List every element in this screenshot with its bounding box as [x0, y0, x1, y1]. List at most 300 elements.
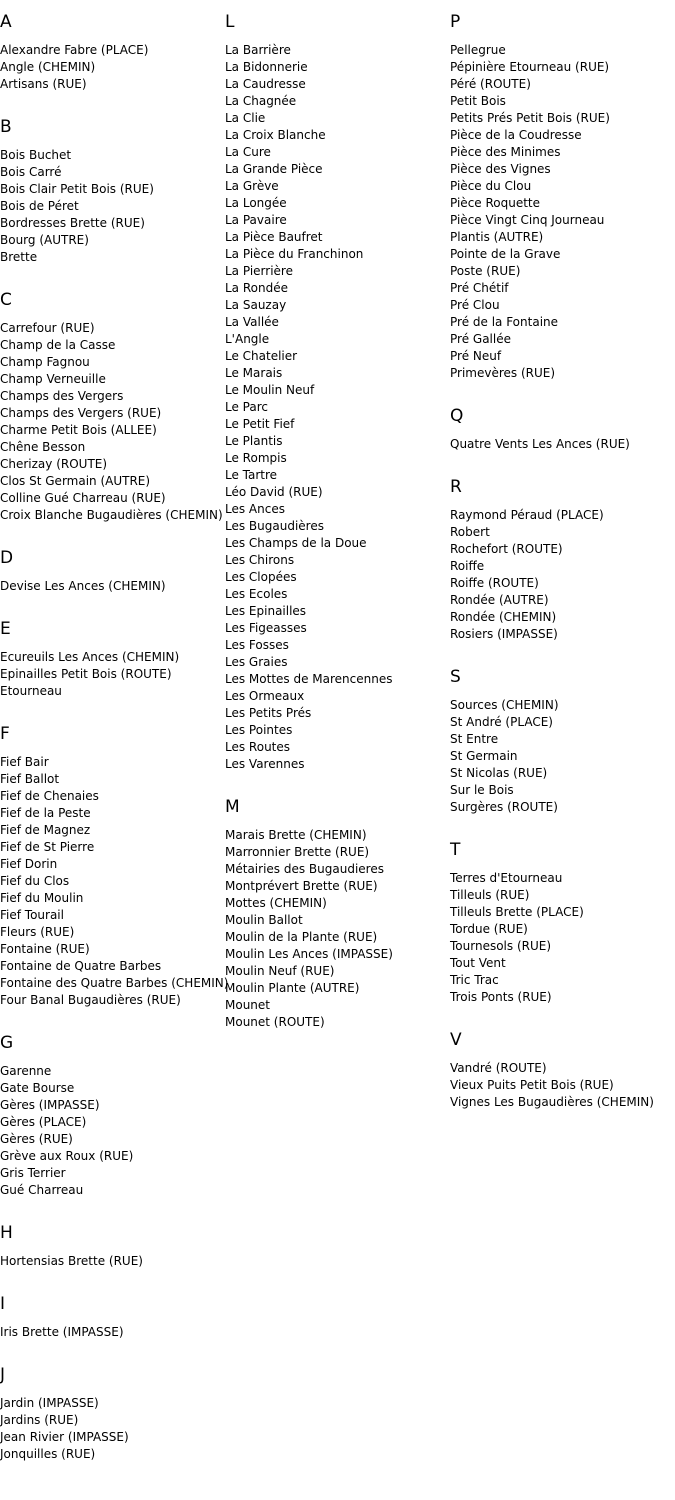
- street-link[interactable]: Four Banal Bugaudières (RUE): [0, 993, 181, 1007]
- street-link[interactable]: Les Champs de la Doue: [225, 536, 367, 550]
- street-link[interactable]: Bois de Péret: [0, 199, 79, 213]
- letter-heading: B: [0, 117, 12, 137]
- street-list-item: [225, 433, 445, 450]
- street-list-item: [225, 1014, 445, 1031]
- street-list-item: [0, 232, 220, 249]
- street-link[interactable]: Le Parc: [225, 400, 268, 414]
- street-list: [450, 870, 670, 1006]
- street-link[interactable]: Sur le Bois: [450, 783, 514, 797]
- letter-heading: P: [450, 12, 461, 32]
- street-list-item: [450, 297, 670, 314]
- street-link[interactable]: Angle (CHEMIN): [0, 60, 96, 74]
- street-link[interactable]: Fontaine (RUE): [0, 942, 90, 956]
- street-list-item: [0, 1182, 220, 1199]
- street-list-item: [0, 320, 220, 337]
- street-link[interactable]: Fief Ballot: [0, 772, 60, 786]
- street-list-item: [450, 42, 670, 59]
- street-link[interactable]: Fief du Moulin: [0, 891, 84, 905]
- street-list-item: [450, 765, 670, 782]
- street-link[interactable]: Les Epinailles: [225, 604, 307, 618]
- letter-heading: I: [0, 1294, 6, 1314]
- street-link[interactable]: Ecureuils Les Ances (CHEMIN): [0, 650, 180, 664]
- street-list-item: [0, 405, 220, 422]
- street-list-item: [0, 805, 220, 822]
- street-list-item: [0, 439, 220, 456]
- street-list-item: [225, 620, 445, 637]
- street-link[interactable]: La Sauzay: [225, 298, 287, 312]
- street-link[interactable]: Jonquilles (RUE): [0, 1447, 96, 1461]
- street-list-item: [225, 912, 445, 929]
- street-link[interactable]: Tournesols (RUE): [450, 939, 552, 953]
- street-list-item: [450, 524, 670, 541]
- street-link[interactable]: La Chagnée: [225, 94, 297, 108]
- street-list-item: [450, 331, 670, 348]
- street-list-item: [225, 161, 445, 178]
- street-link[interactable]: Fief du Clos: [0, 874, 70, 888]
- letter-heading: Q: [450, 406, 464, 426]
- street-list-item: [0, 907, 220, 924]
- letter-section-t: [450, 840, 670, 1006]
- street-link[interactable]: Pièce des Minimes: [450, 145, 561, 159]
- street-link[interactable]: Champs des Vergers (RUE): [0, 406, 162, 420]
- street-list-item: [225, 569, 445, 586]
- street-list-item: [0, 249, 220, 266]
- street-list-item: [450, 921, 670, 938]
- street-list: [0, 320, 223, 524]
- street-link[interactable]: Moulin Les Ances (IMPASSE): [225, 947, 393, 961]
- street-list-item: [450, 246, 670, 263]
- street-list: [0, 1395, 220, 1463]
- street-link[interactable]: Jardins (RUE): [0, 1413, 79, 1427]
- street-link[interactable]: Vieux Puits Petit Bois (RUE): [450, 1078, 614, 1092]
- letter-section-j: [0, 1365, 220, 1463]
- street-link[interactable]: Gères (PLACE): [0, 1115, 87, 1129]
- street-link[interactable]: Pré de la Fontaine: [450, 315, 559, 329]
- street-link[interactable]: Fief de la Peste: [0, 806, 91, 820]
- street-list-item: [0, 754, 220, 771]
- street-list: [225, 42, 445, 773]
- street-link[interactable]: Bourg (AUTRE): [0, 233, 89, 247]
- street-column-1: [0, 12, 229, 1487]
- street-list-item: [0, 992, 220, 1009]
- street-link[interactable]: Les Bugaudières: [225, 519, 324, 533]
- street-link[interactable]: Jean Rivier (IMPASSE): [0, 1430, 129, 1444]
- street-list: [450, 507, 670, 643]
- street-link[interactable]: Le Rompis: [225, 451, 287, 465]
- street-link[interactable]: Les Clopées: [225, 570, 297, 584]
- street-link[interactable]: Fleurs (RUE): [0, 925, 75, 939]
- street-list-item: [225, 382, 445, 399]
- street-link[interactable]: Pièce du Clou: [450, 179, 532, 193]
- street-link[interactable]: Mounet (ROUTE): [225, 1015, 325, 1029]
- street-list-item: [450, 76, 670, 93]
- street-list-item: [0, 1412, 220, 1429]
- letter-section-s: [450, 667, 670, 816]
- street-link[interactable]: Fief Bair: [0, 755, 49, 769]
- street-link[interactable]: Rochefort (ROUTE): [450, 542, 563, 556]
- street-list-item: [225, 280, 445, 297]
- street-link[interactable]: Primevères (RUE): [450, 366, 556, 380]
- street-link[interactable]: Pièce des Vignes: [450, 162, 551, 176]
- street-link[interactable]: Moulin Ballot: [225, 913, 303, 927]
- street-link[interactable]: Cherizay (ROUTE): [0, 457, 108, 471]
- street-list-item: [450, 1094, 670, 1111]
- street-link[interactable]: Le Chatelier: [225, 349, 298, 363]
- street-link[interactable]: Garenne: [0, 1064, 52, 1078]
- street-link[interactable]: Les Fosses: [225, 638, 289, 652]
- street-list-item: [225, 946, 445, 963]
- street-link[interactable]: Surgères (ROUTE): [450, 800, 558, 814]
- street-link[interactable]: Petits Prés Petit Bois (RUE): [450, 111, 610, 125]
- street-link[interactable]: Champs des Vergers: [0, 389, 124, 403]
- street-list-item: [0, 649, 220, 666]
- street-link[interactable]: Montprévert Brette (RUE): [225, 879, 378, 893]
- letter-heading: L: [225, 12, 235, 32]
- letter-section-g: [0, 1033, 220, 1199]
- street-link[interactable]: Les Varennes: [225, 757, 305, 771]
- street-list-item: [450, 697, 670, 714]
- street-list-item: [0, 771, 220, 788]
- street-list-item: [225, 963, 445, 980]
- street-link[interactable]: La Longée: [225, 196, 287, 210]
- street-list-item: [0, 1253, 220, 1270]
- street-link[interactable]: Pré Neuf: [450, 349, 502, 363]
- street-link[interactable]: Croix Blanche Bugaudières (CHEMIN): [0, 508, 223, 522]
- street-link[interactable]: Bois Buchet: [0, 148, 72, 162]
- street-list-item: [225, 331, 445, 348]
- street-link[interactable]: Artisans (RUE): [0, 77, 87, 91]
- letter-heading: R: [450, 477, 462, 497]
- street-link[interactable]: Brette: [0, 250, 38, 264]
- street-list-item: [450, 1077, 670, 1094]
- street-list-item: [225, 365, 445, 382]
- street-list-item: [225, 229, 445, 246]
- street-link[interactable]: Moulin Neuf (RUE): [225, 964, 335, 978]
- street-list-item: [225, 535, 445, 552]
- street-list-item: [450, 212, 670, 229]
- street-link[interactable]: Gris Terrier: [0, 1166, 66, 1180]
- street-link[interactable]: Les Graies: [225, 655, 288, 669]
- street-link[interactable]: Bois Clair Petit Bois (RUE): [0, 182, 154, 196]
- street-list-item: [225, 314, 445, 331]
- street-list-item: [0, 456, 220, 473]
- street-link[interactable]: Vignes Les Bugaudières (CHEMIN): [450, 1095, 654, 1109]
- street-list-item: [0, 147, 220, 164]
- street-link[interactable]: Rosiers (IMPASSE): [450, 627, 558, 641]
- letter-section-i: [0, 1294, 220, 1341]
- street-link[interactable]: Pré Gallée: [450, 332, 511, 346]
- street-link[interactable]: Plantis (AUTRE): [450, 230, 544, 244]
- street-link[interactable]: Le Petit Fief: [225, 417, 295, 431]
- street-list-item: [450, 59, 670, 76]
- street-link[interactable]: Pièce de la Coudresse: [450, 128, 582, 142]
- street-link[interactable]: Pré Chétif: [450, 281, 509, 295]
- street-link[interactable]: La Vallée: [225, 315, 279, 329]
- street-list-item: [0, 941, 220, 958]
- street-link[interactable]: Quatre Vents Les Ances (RUE): [450, 437, 630, 451]
- street-link[interactable]: Robert: [450, 525, 490, 539]
- street-list: [450, 42, 670, 382]
- street-list-item: [225, 484, 445, 501]
- street-link[interactable]: Le Marais: [225, 366, 283, 380]
- street-link[interactable]: Pièce Vingt Cinq Journeau: [450, 213, 605, 227]
- street-list: [0, 578, 220, 595]
- street-list-item: [225, 705, 445, 722]
- street-link[interactable]: Gué Charreau: [0, 1183, 84, 1197]
- street-link[interactable]: Epinailles Petit Bois (ROUTE): [0, 667, 172, 681]
- street-link[interactable]: Tout Vent: [450, 956, 506, 970]
- street-link[interactable]: Métairies des Bugaudieres: [225, 862, 384, 876]
- street-link[interactable]: La Bidonnerie: [225, 60, 308, 74]
- letter-heading: G: [0, 1033, 14, 1053]
- street-list-item: [0, 164, 220, 181]
- street-link[interactable]: Les Ormeaux: [225, 689, 305, 703]
- street-link[interactable]: Tilleuls (RUE): [450, 888, 530, 902]
- street-list-item: [225, 348, 445, 365]
- street-list: [0, 1324, 220, 1341]
- street-link[interactable]: Les Pointes: [225, 723, 293, 737]
- street-list-item: [0, 1429, 220, 1446]
- street-list: [0, 1063, 220, 1199]
- street-list-item: [0, 958, 220, 975]
- letter-section-c: [0, 290, 223, 524]
- street-link[interactable]: Gères (IMPASSE): [0, 1098, 100, 1112]
- street-list: [225, 827, 445, 1031]
- street-list-item: [0, 822, 220, 839]
- street-list-item: [225, 195, 445, 212]
- street-link[interactable]: Mottes (CHEMIN): [225, 896, 327, 910]
- street-list-item: [450, 507, 670, 524]
- street-list-item: [225, 637, 445, 654]
- street-link[interactable]: L'Angle: [225, 332, 270, 346]
- street-link[interactable]: Gate Bourse: [0, 1081, 75, 1095]
- street-link[interactable]: Mounet: [225, 998, 270, 1012]
- street-link[interactable]: Colline Gué Charreau (RUE): [0, 491, 166, 505]
- street-link[interactable]: Roiffe (ROUTE): [450, 576, 539, 590]
- street-link[interactable]: Tordue (RUE): [450, 922, 528, 936]
- street-link[interactable]: La Rondée: [225, 281, 288, 295]
- street-list-item: [450, 365, 670, 382]
- street-link[interactable]: Pièce Roquette: [450, 196, 541, 210]
- street-link[interactable]: Les Figeasses: [225, 621, 307, 635]
- street-link[interactable]: Etourneau: [0, 684, 62, 698]
- street-list-item: [225, 59, 445, 76]
- street-link[interactable]: La Grande Pièce: [225, 162, 323, 176]
- street-list-item: [450, 626, 670, 643]
- street-link[interactable]: Carrefour (RUE): [0, 321, 95, 335]
- street-link[interactable]: Vandré (ROUTE): [450, 1061, 547, 1075]
- street-link[interactable]: Champ de la Casse: [0, 338, 116, 352]
- street-list-item: [450, 436, 670, 453]
- street-link[interactable]: Rondée (AUTRE): [450, 593, 549, 607]
- street-list: [0, 147, 220, 266]
- street-link[interactable]: Alexandre Fabre (PLACE): [0, 43, 149, 57]
- street-link[interactable]: St Germain: [450, 749, 518, 763]
- street-list-item: [450, 195, 670, 212]
- street-list-item: [0, 181, 220, 198]
- street-list-item: [0, 215, 220, 232]
- street-list-item: [0, 788, 220, 805]
- street-link[interactable]: Fontaine des Quatre Barbes (CHEMIN): [0, 976, 229, 990]
- street-link[interactable]: Les Ances: [225, 502, 285, 516]
- street-list-item: [0, 490, 220, 507]
- street-link[interactable]: St Entre: [450, 732, 499, 746]
- street-list-item: [450, 144, 670, 161]
- street-link[interactable]: Devise Les Ances (CHEMIN): [0, 579, 166, 593]
- letter-section-q: [450, 406, 670, 453]
- street-link[interactable]: Chêne Besson: [0, 440, 86, 454]
- street-link[interactable]: Le Tartre: [225, 468, 278, 482]
- street-link[interactable]: Léo David (RUE): [225, 485, 323, 499]
- street-link[interactable]: Les Ecoles: [225, 587, 288, 601]
- street-link[interactable]: Tilleuls Brette (PLACE): [450, 905, 584, 919]
- street-link[interactable]: Pellegrue: [450, 43, 506, 57]
- street-list-item: [450, 93, 670, 110]
- street-link[interactable]: Tric Trac: [450, 973, 499, 987]
- street-list-item: [450, 161, 670, 178]
- street-link[interactable]: Grève aux Roux (RUE): [0, 1149, 134, 1163]
- street-link[interactable]: Fief Dorin: [0, 857, 58, 871]
- street-list-item: [225, 552, 445, 569]
- street-list: [450, 697, 670, 816]
- street-link[interactable]: Fief de St Pierre: [0, 840, 95, 854]
- street-list-item: [225, 929, 445, 946]
- street-link[interactable]: Petit Bois: [450, 94, 506, 108]
- street-list-item: [450, 280, 670, 297]
- street-link[interactable]: Moulin Plante (AUTRE): [225, 981, 360, 995]
- street-link[interactable]: Rondée (CHEMIN): [450, 610, 557, 624]
- street-link[interactable]: La Grève: [225, 179, 279, 193]
- street-link[interactable]: La Pièce du Franchinon: [225, 247, 364, 261]
- street-list-item: [225, 827, 445, 844]
- street-list-item: [225, 518, 445, 535]
- street-link[interactable]: Le Moulin Neuf: [225, 383, 315, 397]
- street-list-item: [225, 416, 445, 433]
- street-link[interactable]: Fief Tourail: [0, 908, 64, 922]
- street-list-item: [450, 127, 670, 144]
- street-list-item: [450, 782, 670, 799]
- street-list-item: [225, 127, 445, 144]
- street-list-item: [225, 895, 445, 912]
- street-list-item: [450, 938, 670, 955]
- street-link[interactable]: Terres d'Etourneau: [450, 871, 563, 885]
- street-link[interactable]: Hortensias Brette (RUE): [0, 1254, 143, 1268]
- street-link[interactable]: Marais Brette (CHEMIN): [225, 828, 367, 842]
- letter-heading: S: [450, 667, 461, 687]
- street-list-item: [0, 1395, 220, 1412]
- street-list-item: [0, 337, 220, 354]
- street-list-item: [0, 371, 220, 388]
- letter-heading: T: [450, 840, 461, 860]
- street-link[interactable]: Fontaine de Quatre Barbes: [0, 959, 162, 973]
- street-link[interactable]: Pointe de la Grave: [450, 247, 561, 261]
- street-link[interactable]: Fief de Chenaies: [0, 789, 99, 803]
- street-link[interactable]: Les Routes: [225, 740, 291, 754]
- street-link[interactable]: La Pavaire: [225, 213, 287, 227]
- street-list-item: [450, 229, 670, 246]
- street-list-item: [225, 42, 445, 59]
- street-link[interactable]: Trois Ponts (RUE): [450, 990, 552, 1004]
- street-link[interactable]: Pré Clou: [450, 298, 500, 312]
- street-list-item: [225, 980, 445, 997]
- street-link[interactable]: Raymond Péraud (PLACE): [450, 508, 604, 522]
- street-list-item: [450, 799, 670, 816]
- street-link[interactable]: Roiffe: [450, 559, 485, 573]
- street-list-item: [450, 1060, 670, 1077]
- street-list-item: [0, 578, 220, 595]
- street-link[interactable]: Moulin de la Plante (RUE): [225, 930, 378, 944]
- street-list-item: [0, 683, 220, 700]
- street-link[interactable]: Champ Fagnou: [0, 355, 90, 369]
- letter-section-e: [0, 619, 220, 700]
- street-link[interactable]: Pépinière Etourneau (RUE): [450, 60, 610, 74]
- street-link[interactable]: La Cure: [225, 145, 271, 159]
- street-link[interactable]: St André (PLACE): [450, 715, 553, 729]
- letter-heading: D: [0, 548, 14, 568]
- street-list-item: [450, 870, 670, 887]
- street-list-item: [0, 873, 220, 890]
- street-list-item: [225, 399, 445, 416]
- street-link[interactable]: Les Mottes de Marencennes: [225, 672, 393, 686]
- street-list-item: [0, 1446, 220, 1463]
- letter-section-m: [225, 797, 445, 1031]
- street-list-item: [450, 348, 670, 365]
- street-list-item: [0, 76, 220, 93]
- street-link[interactable]: Le Plantis: [225, 434, 283, 448]
- street-list-item: [225, 603, 445, 620]
- street-list-item: [0, 924, 220, 941]
- street-link[interactable]: Poste (RUE): [450, 264, 521, 278]
- street-link[interactable]: Fief de Magnez: [0, 823, 91, 837]
- street-list-item: [0, 1148, 220, 1165]
- street-list-item: [450, 748, 670, 765]
- letter-section-f: [0, 724, 229, 1009]
- street-link[interactable]: La Pierrière: [225, 264, 293, 278]
- street-link[interactable]: St Nicolas (RUE): [450, 766, 548, 780]
- street-link[interactable]: Gères (RUE): [0, 1132, 73, 1146]
- street-link[interactable]: La Pièce Baufret: [225, 230, 323, 244]
- street-column-3: [450, 12, 670, 1135]
- street-link[interactable]: Iris Brette (IMPASSE): [0, 1325, 124, 1339]
- street-list-item: [225, 688, 445, 705]
- street-list-item: [0, 1063, 220, 1080]
- street-link[interactable]: Marronnier Brette (RUE): [225, 845, 370, 859]
- street-link[interactable]: Les Chirons: [225, 553, 295, 567]
- street-list-item: [450, 178, 670, 195]
- street-link[interactable]: La Croix Blanche: [225, 128, 326, 142]
- street-link[interactable]: Champ Verneuille: [0, 372, 106, 386]
- street-list-item: [225, 861, 445, 878]
- street-link[interactable]: Sources (CHEMIN): [450, 698, 559, 712]
- street-link[interactable]: La Caudresse: [225, 77, 306, 91]
- street-list-item: [225, 654, 445, 671]
- street-link[interactable]: Charme Petit Bois (ALLEE): [0, 423, 157, 437]
- street-link[interactable]: Clos St Germain (AUTRE): [0, 474, 151, 488]
- street-link[interactable]: Bois Carré: [0, 165, 62, 179]
- street-list: [450, 436, 670, 453]
- street-link[interactable]: Les Petits Prés: [225, 706, 312, 720]
- letter-heading: E: [0, 619, 11, 639]
- letter-section-a: [0, 12, 220, 93]
- street-list-item: [225, 144, 445, 161]
- street-link[interactable]: Bordresses Brette (RUE): [0, 216, 145, 230]
- street-link[interactable]: La Barrière: [225, 43, 291, 57]
- street-link[interactable]: Jardin (IMPASSE): [0, 1396, 99, 1410]
- street-list-item: [0, 388, 220, 405]
- street-list-item: [225, 671, 445, 688]
- street-link[interactable]: Péré (ROUTE): [450, 77, 531, 91]
- street-link[interactable]: La Clie: [225, 111, 266, 125]
